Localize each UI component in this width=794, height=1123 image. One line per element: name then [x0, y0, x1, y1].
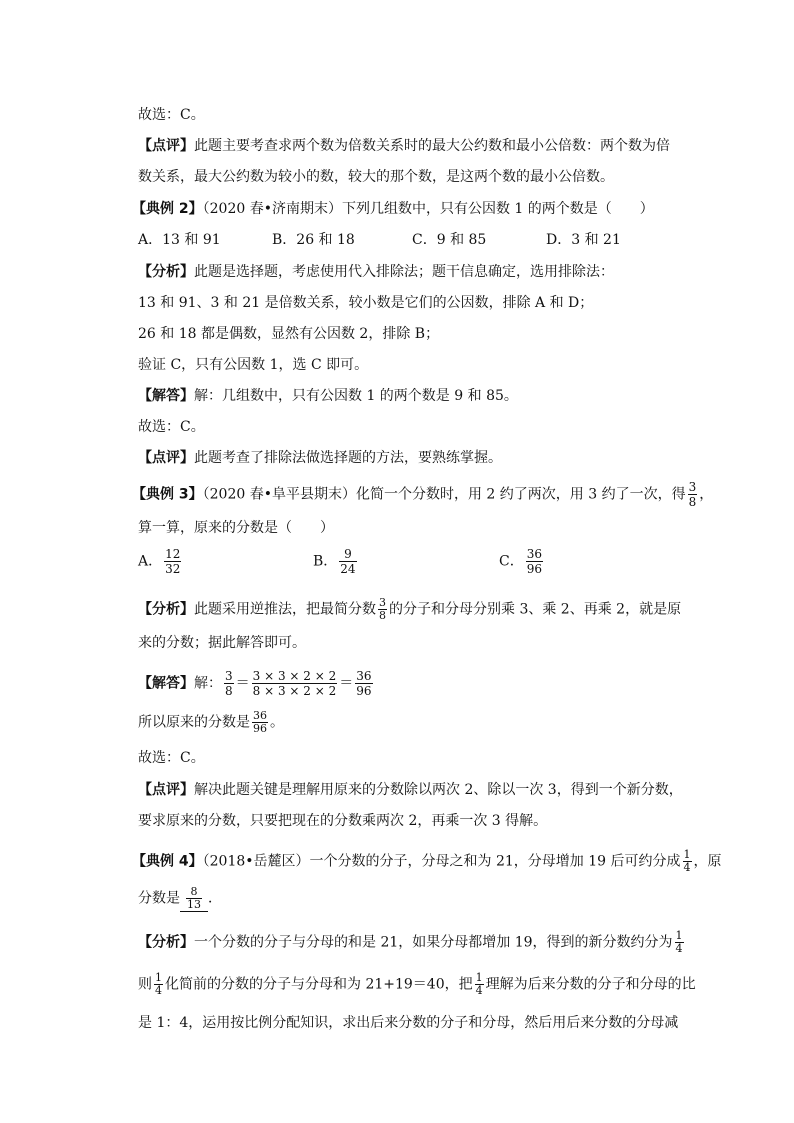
fraction-denominator: 8 — [688, 495, 697, 509]
ex3-so-text: 所以原来的分数是 — [138, 714, 250, 731]
option-label: C． — [499, 553, 524, 570]
ex2-option-d: D．3 和 21 — [546, 232, 621, 248]
ex4-question-2-text: 分数是 — [138, 890, 180, 907]
ex3-analysis — [138, 597, 681, 622]
ex3-analysis-text: 此题采用逆推法，把最简分数 — [194, 601, 376, 618]
ex3-option-b — [313, 547, 359, 576]
fraction-numerator: 8 — [186, 886, 202, 899]
option-label: B． — [313, 553, 338, 570]
review-1-line-b: 数关系，最大公约数为较小的数，较大的那个数，是这两个数的最小公倍数。 — [138, 169, 614, 185]
ex3-tag: 【典例 3】 — [132, 486, 203, 503]
ex3-option-c-fraction — [526, 547, 543, 576]
answer-blank — [180, 886, 208, 912]
ex2-option-c: C．9 和 85 — [412, 232, 487, 248]
ex4-analysis-tag: 【分析】 — [138, 934, 194, 951]
ex4-analysis-2-fraction-2 — [475, 972, 484, 997]
fraction-denominator: 4 — [675, 942, 683, 955]
fraction-denominator: 13 — [187, 898, 201, 911]
fraction-denominator: 8 — [225, 684, 233, 698]
fraction-numerator: 1 — [475, 971, 483, 984]
ex4-analysis-text: 一个分数的分子与分母的和是 21，如果分母都增加 19，得到的新分数约分为 — [194, 934, 673, 951]
equals-sign: ＝ — [339, 675, 354, 692]
ex3-option-c — [499, 547, 545, 576]
option-label: A． — [138, 553, 163, 570]
fraction-denominator: 4 — [683, 861, 691, 874]
ex4-answer-fraction — [186, 886, 202, 911]
ex3-analysis-text-b: 的分子和分母分别乘 3、乘 2、再乘 2，就是原 — [389, 601, 682, 618]
fraction-denominator: 96 — [356, 684, 372, 698]
ex4-analysis-3: 是 1：4，运用按比例分配知识，求出后来分数的分子和分母，然后用后来分数的分母减 — [138, 1015, 679, 1031]
ex3-choose: 故选：C。 — [138, 750, 205, 766]
ex4-analysis-2-fraction-1 — [154, 972, 163, 997]
ex3-eq-fraction-1 — [224, 669, 234, 698]
ex3-analysis-tag: 【分析】 — [138, 601, 194, 618]
review-1-line-a — [138, 136, 670, 156]
ex3-answer-tag: 【解答】 — [138, 675, 194, 692]
fraction-numerator: 36 — [356, 669, 372, 683]
ex2-answer-tag: 【解答】 — [138, 388, 194, 404]
ex4-analysis-fraction — [675, 930, 684, 955]
fraction-numerator: 12 — [165, 547, 181, 561]
fraction-denominator: 32 — [165, 562, 181, 576]
ex2-analysis-2: 13 和 91、3 和 21 是倍数关系，较小数是它们的公因数，排除 A 和 D； — [138, 295, 594, 311]
ex2-review-text: 此题考查了排除法做选择题的方法，要熟练掌握。 — [194, 450, 502, 466]
ex3-so-fraction — [252, 710, 268, 735]
ex2-review — [138, 448, 502, 468]
ex3-analysis-2: 来的分数；据此解答即可。 — [138, 635, 306, 651]
ex3-option-b-fraction — [339, 547, 356, 576]
ex3-option-a — [138, 547, 183, 576]
ex4-question-fraction — [683, 849, 692, 874]
fraction-denominator: 4 — [475, 984, 483, 997]
ex2-answer-text: 解：几组数中，只有公因数 1 的两个数是 9 和 85。 — [194, 388, 518, 404]
ex4-analysis-2-text: 则 — [138, 976, 152, 993]
ex3-analysis-fraction — [378, 597, 387, 622]
equals-sign: ＝ — [235, 675, 250, 692]
ex2-tag: 【典例 2】 — [132, 201, 203, 217]
ex3-question-2: 算一算，原来的分数是（ ） — [138, 520, 334, 536]
ex4-question-text: （2018•岳麓区）一个分数的分子，分母之和为 21，分母增加 19 后可约分成 — [202, 853, 681, 870]
ex4-tag: 【典例 4】 — [132, 853, 203, 870]
ex3-review-a — [138, 780, 683, 800]
review-tag: 【点评】 — [138, 138, 194, 154]
ex2-analysis-tag: 【分析】 — [138, 264, 194, 280]
fraction-numerator: 36 — [253, 709, 267, 722]
ex2-analysis-3: 26 和 18 都是偶数，显然有公因数 2，排除 B； — [138, 326, 440, 342]
fraction-denominator: 8 — [379, 609, 386, 622]
choose-line-1: 故选：C。 — [138, 107, 205, 123]
ex4-analysis-2-text-b: 化简前的分数的分子与分母和为 21+19＝40，把 — [165, 976, 473, 993]
fraction-numerator: 3 — [225, 669, 233, 683]
fraction-numerator: 36 — [526, 547, 542, 561]
ex3-option-a-fraction — [164, 547, 181, 576]
ex4-question-text-b: ，原 — [693, 853, 722, 870]
ex3-eq-fraction-2 — [252, 669, 338, 698]
punct: ． — [208, 890, 222, 907]
ex4-analysis-2 — [138, 972, 696, 997]
ex4-analysis — [138, 930, 686, 955]
ex3-so — [138, 710, 284, 735]
fraction-numerator: 9 — [339, 547, 356, 562]
punct: ， — [699, 486, 714, 503]
fraction-numerator: 3 × 3 × 2 × 2 — [252, 669, 337, 683]
ex4-question-2 — [138, 886, 222, 912]
fraction-numerator: 3 — [379, 596, 386, 609]
ex2-question — [132, 199, 654, 219]
fraction-denominator: 4 — [155, 984, 162, 997]
fraction-denominator: 96 — [253, 722, 267, 735]
fraction-denominator: 24 — [340, 562, 356, 576]
ex3-review-text: 解决此题关键是理解用原来的分数除以两次 2、除以一次 3，得到一个新分数， — [194, 782, 683, 798]
fraction-numerator: 1 — [683, 848, 691, 861]
ex2-analysis-4: 验证 C，只有公因数 1，选 C 即可。 — [138, 357, 369, 373]
ex3-answer-prefix: 解： — [194, 675, 222, 692]
ex2-review-tag: 【点评】 — [138, 450, 194, 466]
fraction-denominator: 96 — [526, 562, 542, 576]
ex4-analysis-2-text-c: 理解为后来分数的分子和分母的比 — [485, 976, 696, 993]
fraction-numerator: 3 — [688, 480, 697, 494]
ex3-answer — [138, 669, 375, 698]
ex2-choose: 故选：C。 — [138, 419, 205, 435]
fraction-numerator: 1 — [675, 929, 683, 942]
ex2-analysis — [138, 262, 614, 282]
ex4-question — [132, 849, 722, 874]
ex2-question-text: （2020 春•济南期末）下列几组数中，只有公因数 1 的两个数是（ ） — [202, 201, 654, 217]
ex3-eq-fraction-3 — [355, 669, 372, 698]
ex2-analysis-text: 此题是选择题，考虑使用代入排除法；题干信息确定，选用排除法： — [194, 264, 614, 280]
punct: 。 — [270, 714, 284, 731]
ex2-option-a: A．13 和 91 — [138, 232, 221, 248]
ex3-review-tag: 【点评】 — [138, 782, 194, 798]
ex3-question-fraction — [688, 480, 698, 509]
fraction-denominator: 8 × 3 × 2 × 2 — [252, 684, 337, 698]
ex3-review-b: 要求原来的分数，只要把现在的分数乘两次 2，再乘一次 3 得解。 — [138, 813, 548, 829]
ex3-question — [132, 480, 713, 509]
review-text: 此题主要考查求两个数为倍数关系时的最大公约数和最小公倍数：两个数为倍 — [194, 138, 670, 154]
ex2-option-b: B．26 和 18 — [272, 232, 355, 248]
fraction-numerator: 1 — [155, 971, 162, 984]
ex3-question-text: （2020 春•阜平县期末）化简一个分数时，用 2 约了两次，用 3 约了一次，得 — [202, 486, 686, 503]
ex2-answer — [138, 386, 518, 406]
